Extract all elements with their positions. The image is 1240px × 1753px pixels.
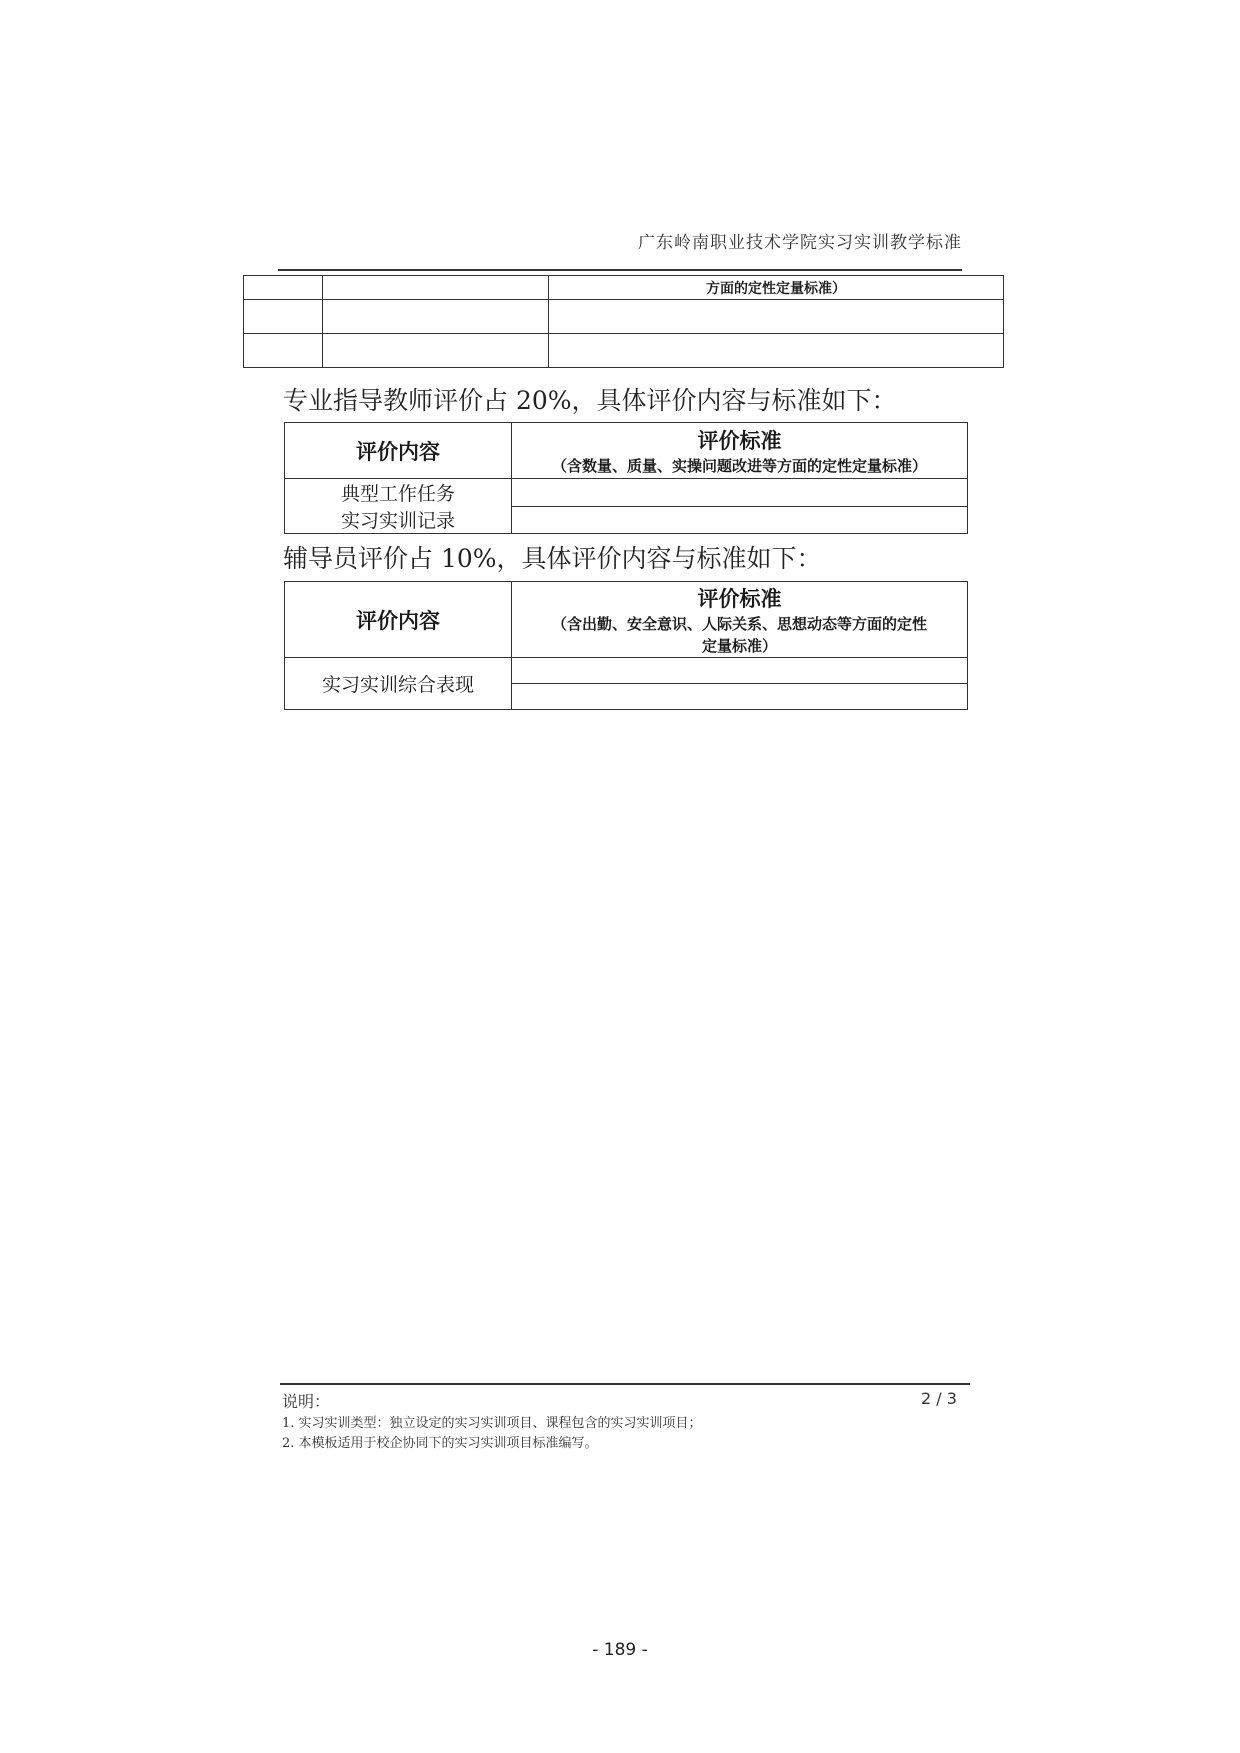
table-cell (549, 300, 1004, 334)
table-cell (323, 334, 549, 368)
row-label-cell (285, 479, 512, 534)
page-fraction: 2 / 3 (921, 1389, 957, 1408)
continuation-table (243, 275, 1004, 368)
evaluation-standard-header: 评价标准 （含出勤、安全意识、人际关系、思想动态等方面的定性 定量标准） (512, 582, 968, 658)
table-cell (512, 684, 968, 710)
table-cell (244, 300, 323, 334)
note-item: 2. 本模板适用于校企协同下的实习实训项目标准编写。 (282, 1436, 598, 1451)
table-cell (549, 334, 1004, 368)
row-label-typical-task: 典型工作任务 (340, 483, 455, 505)
table-cell (323, 276, 549, 300)
table-row (244, 334, 1004, 368)
row-label-overall-performance: 实习实训综合表现 (285, 658, 512, 710)
footer-rule (280, 1383, 970, 1385)
page-number: - 189 - (592, 1640, 648, 1660)
document-header-title: 广东岭南职业技术学院实习实训教学标准 (638, 233, 962, 253)
table-header-cell: 方面的定性定量标准） (549, 276, 1004, 300)
table-row (244, 300, 1004, 334)
table-cell (512, 479, 968, 507)
counselor-evaluation-table (284, 581, 968, 710)
row-label-training-record: 实习实训记录 (340, 510, 455, 532)
table-header-row (285, 582, 968, 658)
teacher-evaluation-table (284, 422, 968, 534)
table-cell (244, 276, 323, 300)
teacher-evaluation-intro: 专业指导教师评价占 20%，具体评价内容与标准如下： (283, 386, 897, 415)
evaluation-standard-header: 评价标准 （含数量、质量、实操问题改进等方面的定性定量标准） (512, 423, 968, 479)
header-rule (278, 269, 962, 271)
notes-title: 说明： (282, 1392, 331, 1411)
table-row (285, 658, 968, 684)
counselor-evaluation-intro: 辅导员评价占 10%，具体评价内容与标准如下： (283, 544, 822, 573)
table-cell (512, 506, 968, 534)
table-cell (244, 334, 323, 368)
table-row (285, 479, 968, 507)
evaluation-content-header: 评价内容 (285, 582, 512, 658)
evaluation-content-header: 评价内容 (285, 423, 512, 479)
table-header-row (285, 423, 968, 479)
table-cell (512, 658, 968, 684)
table-cell (323, 300, 549, 334)
note-item: 1. 实习实训类型：独立设定的实习实训项目、课程包含的实习实训项目； (282, 1416, 702, 1431)
table-row (244, 276, 1004, 300)
